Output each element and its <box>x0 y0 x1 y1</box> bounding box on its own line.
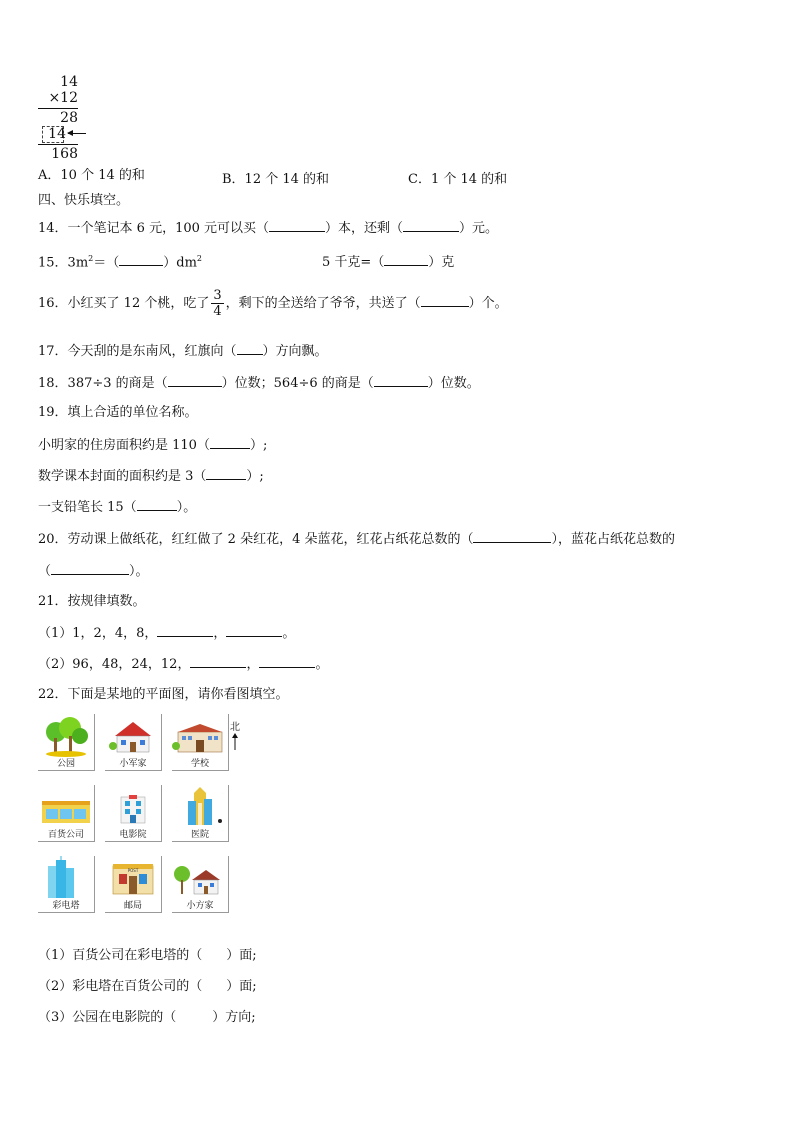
question-21-2 <box>38 656 328 673</box>
xiaojun-home-icon <box>105 714 161 758</box>
fraction <box>211 288 223 319</box>
q21-text-1: （1）1，2，4，8， <box>38 626 158 641</box>
q21-period-1: 。 <box>282 626 296 641</box>
section-title: 四、快乐填空。 <box>38 193 130 208</box>
q16-blank[interactable] <box>421 295 469 307</box>
park-icon <box>38 714 94 758</box>
q18-text-2: ）位数；564÷6 的商是（ <box>221 376 374 391</box>
rule-line <box>38 144 78 145</box>
q19-blank-3[interactable] <box>137 499 177 511</box>
partial-product-2: 14 <box>48 126 66 142</box>
q19-blank-2[interactable] <box>206 468 246 480</box>
multiplier: ×12 <box>48 90 78 106</box>
q18-blank-1[interactable] <box>168 375 222 387</box>
question-22-title: 22．下面是某地的平面图，请你看图填空。 <box>38 687 289 702</box>
q19-text-1a: 小明家的住房面积约是 110（ <box>38 438 210 453</box>
map-cell-xiaojun-home <box>105 714 162 771</box>
question-21-title: 21．按规律填数。 <box>38 594 146 609</box>
question-17 <box>38 343 328 360</box>
question-20 <box>38 531 675 548</box>
multiplicand: 14 <box>60 74 78 90</box>
rule-line <box>38 108 78 109</box>
q17-text-1: 17．今天刮的是东南风，红旗向（ <box>38 344 237 359</box>
q20-blank-1[interactable] <box>473 531 551 543</box>
question-20b <box>38 563 149 580</box>
q14-blank-2[interactable] <box>403 220 459 232</box>
q15-blank-1[interactable] <box>119 254 163 266</box>
q20-text-2: ），蓝花占纸花总数的 <box>551 532 675 547</box>
q22-text-1b: ）面; <box>226 948 257 963</box>
q18-text-1: 18．387÷3 的商是（ <box>38 376 168 391</box>
q20-text-4: ）。 <box>129 564 149 579</box>
vertical-multiplication <box>36 74 96 162</box>
q15-text-5: ）克 <box>428 255 455 270</box>
q19-text-3b: ）。 <box>176 500 197 515</box>
map-cell-hospital <box>172 785 229 842</box>
q20-blank-2[interactable] <box>51 563 129 575</box>
q14-text-2: ）本，还剩（ <box>325 221 404 236</box>
department-store-icon <box>38 785 94 829</box>
q21-period-2: 。 <box>315 657 329 672</box>
q19-text-2a: 数学课本封面的面积约是 3（ <box>38 469 207 484</box>
question-19-3 <box>38 499 196 516</box>
map-cell-label: 公园 <box>56 759 75 769</box>
question-16 <box>38 284 508 324</box>
map-cell-label: 邮局 <box>123 901 142 911</box>
map-cell-label: 百货公司 <box>47 830 84 840</box>
question-19-1 <box>38 437 267 454</box>
question-22-2 <box>38 979 257 995</box>
map-cell-department-store <box>38 785 95 842</box>
q19-text-3a: 一支铅笔长 15（ <box>38 500 137 515</box>
option-c: C．1 个 14 的和 <box>408 172 508 187</box>
q21-text-2: （2）96，48，24，12， <box>38 657 191 672</box>
xiaofang-home-icon <box>172 856 228 900</box>
q20-text-3: （ <box>38 564 52 579</box>
q15-text-2: ＝（ <box>93 255 120 271</box>
q14-text-3: ）元。 <box>459 221 499 236</box>
q22-text-3b: ）方向; <box>212 1010 256 1025</box>
q15-blank-2[interactable] <box>384 254 428 266</box>
svg-text:POST: POST <box>127 868 139 873</box>
q15-sup-2: 2 <box>196 254 202 263</box>
hospital-icon <box>172 785 228 829</box>
tv-tower-icon <box>38 856 94 900</box>
map-cell-xiaofang-home <box>172 856 229 913</box>
question-21-1 <box>38 625 295 642</box>
q19-blank-1[interactable] <box>210 437 250 449</box>
map-cell-label: 小方家 <box>186 901 214 911</box>
north-indicator <box>230 718 240 751</box>
q21-comma-2: ， <box>246 657 260 672</box>
question-18 <box>38 375 480 392</box>
product: 168 <box>51 146 78 162</box>
school-icon <box>172 714 228 758</box>
cinema-icon <box>105 785 161 829</box>
q21-blank-2[interactable] <box>226 625 282 637</box>
q15-text-4: 5 千克=（ <box>322 255 385 270</box>
q19-text-1b: ）; <box>249 438 268 453</box>
north-label: 北 <box>230 722 240 733</box>
q15-sup-1: 2 <box>88 254 94 263</box>
question-22-1 <box>38 948 257 964</box>
map-cell-post-office <box>105 856 162 913</box>
map-cell-label: 电影院 <box>119 830 147 840</box>
q16-text-3: ）个。 <box>468 296 508 311</box>
q15-text-3: ）dm <box>163 255 197 271</box>
map-cell-label: 医院 <box>190 830 209 840</box>
q16-text-2: ，剩下的全送给了爷爷，共送了（ <box>225 296 421 311</box>
q20-text-1: 20．劳动课上做纸花，红红做了 2 朵红花，4 朵蓝花，红花占纸花总数的（ <box>38 532 474 547</box>
map-cell-label: 小军家 <box>119 759 147 769</box>
arrow-left-icon <box>68 133 86 134</box>
q22-text-2a: （2）彩电塔在百货公司的（ <box>38 979 203 994</box>
option-a: A．10 个 14 的和 <box>38 168 145 183</box>
question-22-3 <box>38 1010 256 1026</box>
q14-blank-1[interactable] <box>269 220 325 232</box>
question-14 <box>38 220 498 237</box>
partial-product-1: 28 <box>60 110 78 126</box>
question-19-title: 19．填上合适的单位名称。 <box>38 405 198 420</box>
map-cell-tv-tower <box>38 856 95 913</box>
q15-text-1: 15．3m <box>38 255 89 271</box>
question-15 <box>38 251 202 271</box>
map-cell-label: 学校 <box>190 759 209 769</box>
north-arrow-icon <box>231 733 239 751</box>
q14-text-1: 14．一个笔记本 6 元，100 元可以买（ <box>38 221 270 236</box>
q17-blank[interactable] <box>237 343 263 355</box>
q21-blank-3[interactable] <box>190 656 246 668</box>
q16-text-1: 16．小红买了 12 个桃，吃了 <box>38 296 210 311</box>
q18-text-3: ）位数。 <box>427 376 480 391</box>
q21-blank-1[interactable] <box>157 625 213 637</box>
map-cell-label: 彩电塔 <box>52 901 80 911</box>
q21-blank-4[interactable] <box>259 656 315 668</box>
map-cell-school <box>172 714 229 771</box>
q21-comma-1: ， <box>213 626 227 641</box>
map-cell-cinema <box>105 785 162 842</box>
option-b: B．12 个 14 的和 <box>222 172 330 187</box>
post-office-icon <box>105 856 161 900</box>
q19-text-2b: ）; <box>246 469 264 484</box>
q22-text-1a: （1）百货公司在彩电塔的（ <box>38 948 203 963</box>
question-19-2 <box>38 468 264 485</box>
map-cell-park <box>38 714 95 771</box>
q17-text-2: ）方向飘。 <box>262 344 328 359</box>
q22-text-2b: ）面; <box>226 979 257 994</box>
q18-blank-2[interactable] <box>374 375 428 387</box>
q22-text-3a: （3）公园在电影院的（ <box>38 1010 177 1025</box>
fraction-numerator: 3 <box>213 288 222 303</box>
fraction-denominator: 4 <box>213 304 222 319</box>
question-15b <box>322 251 454 270</box>
